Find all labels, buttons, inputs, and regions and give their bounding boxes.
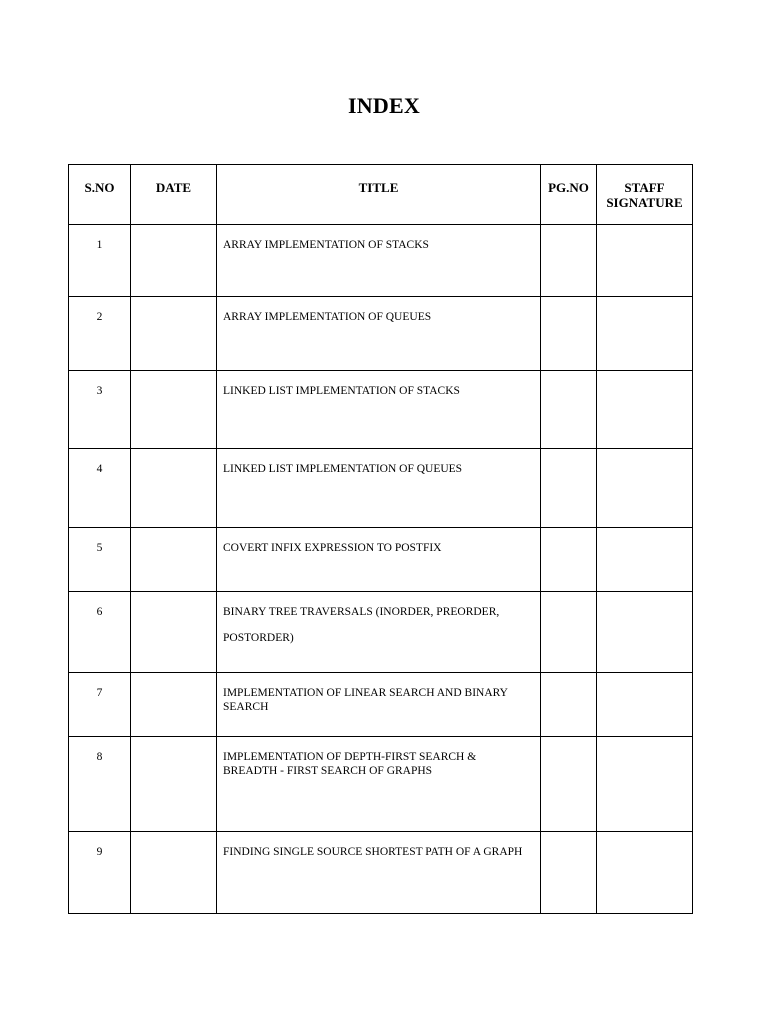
sno-cell — [69, 449, 131, 528]
sno-cell-text: 4 — [96, 463, 103, 475]
title-cell-text: LINKED LIST IMPLEMENTATION OF QUEUES — [223, 463, 463, 475]
date-cell — [131, 673, 217, 737]
title-cell-text: ARRAY IMPLEMENTATION OF QUEUES — [223, 311, 432, 323]
signature-cell — [597, 592, 693, 673]
sno-cell — [69, 737, 131, 832]
date-cell — [131, 528, 217, 592]
title-cell-text: FINDING SINGLE SOURCE SHORTEST PATH OF A GRAPH — [223, 846, 523, 858]
index-table — [68, 164, 693, 914]
title-cell — [217, 528, 541, 592]
title-cell-text: ARRAY IMPLEMENTATION OF STACKS — [223, 239, 429, 251]
signature-cell — [597, 449, 693, 528]
table-row — [69, 592, 693, 673]
page-title: INDEX — [348, 93, 420, 118]
sno-cell-text: 7 — [96, 687, 103, 699]
title-cell — [217, 832, 541, 914]
sno-cell-text: 6 — [96, 606, 103, 618]
sno-cell — [69, 592, 131, 673]
pgno-cell — [541, 449, 597, 528]
header-sno: S.NO — [69, 165, 131, 225]
date-cell — [131, 832, 217, 914]
sno-cell — [69, 225, 131, 297]
signature-cell — [597, 832, 693, 914]
index-body — [69, 225, 693, 914]
signature-cell — [597, 737, 693, 832]
pgno-cell — [541, 673, 597, 737]
table-row — [69, 528, 693, 592]
signature-cell — [597, 673, 693, 737]
signature-cell — [597, 225, 693, 297]
table-row — [69, 225, 693, 297]
title-cell-text: IMPLEMENTATION OF LINEAR SEARCH AND BINARY SEARCH — [223, 687, 508, 713]
pgno-cell — [541, 737, 597, 832]
date-cell — [131, 225, 217, 297]
title-cell — [217, 371, 541, 449]
header-date: DATE — [131, 165, 217, 225]
signature-cell — [597, 371, 693, 449]
date-cell — [131, 449, 217, 528]
pgno-cell — [541, 528, 597, 592]
sno-cell — [69, 673, 131, 737]
sno-cell-text: 9 — [96, 846, 103, 858]
sno-cell-text: 3 — [96, 385, 103, 397]
header-staff-signature — [597, 165, 693, 225]
signature-cell — [597, 297, 693, 371]
header-staff-line1: STAFF — [624, 180, 665, 195]
title-cell — [217, 225, 541, 297]
table-row — [69, 449, 693, 528]
pgno-cell — [541, 225, 597, 297]
table-row — [69, 832, 693, 914]
header-row — [69, 165, 693, 225]
sno-cell-text: 8 — [96, 751, 103, 763]
header-staff-line2: SIGNATURE — [606, 195, 683, 210]
title-cell — [217, 297, 541, 371]
signature-cell — [597, 528, 693, 592]
title-cell-continuation: POSTORDER) — [223, 632, 294, 644]
title-cell — [217, 673, 541, 737]
table-row — [69, 297, 693, 371]
title-cell — [217, 737, 541, 832]
pgno-cell — [541, 832, 597, 914]
pgno-cell — [541, 297, 597, 371]
date-cell — [131, 297, 217, 371]
date-cell — [131, 737, 217, 832]
sno-cell-text: 5 — [96, 542, 103, 554]
pgno-cell — [541, 592, 597, 673]
header-title: TITLE — [217, 165, 541, 225]
sno-cell — [69, 371, 131, 449]
sno-cell — [69, 832, 131, 914]
table-row — [69, 673, 693, 737]
header-pgno: PG.NO — [541, 165, 597, 225]
table-row — [69, 737, 693, 832]
pgno-cell — [541, 371, 597, 449]
title-cell — [217, 449, 541, 528]
date-cell — [131, 371, 217, 449]
sno-cell — [69, 297, 131, 371]
sno-cell-text: 2 — [96, 311, 103, 323]
title-cell-text: COVERT INFIX EXPRESSION TO POSTFIX — [223, 542, 442, 554]
date-cell — [131, 592, 217, 673]
sno-cell — [69, 528, 131, 592]
table-row — [69, 371, 693, 449]
title-cell-text: BINARY TREE TRAVERSALS (INORDER, PREORDER, — [223, 606, 500, 618]
title-cell — [217, 592, 541, 673]
title-cell-text: LINKED LIST IMPLEMENTATION OF STACKS — [223, 385, 460, 397]
sno-cell-text: 1 — [96, 239, 103, 251]
title-cell-text: IMPLEMENTATION OF DEPTH-FIRST SEARCH & BREADTH - FIRST SEARCH OF GRAPHS — [223, 751, 477, 777]
